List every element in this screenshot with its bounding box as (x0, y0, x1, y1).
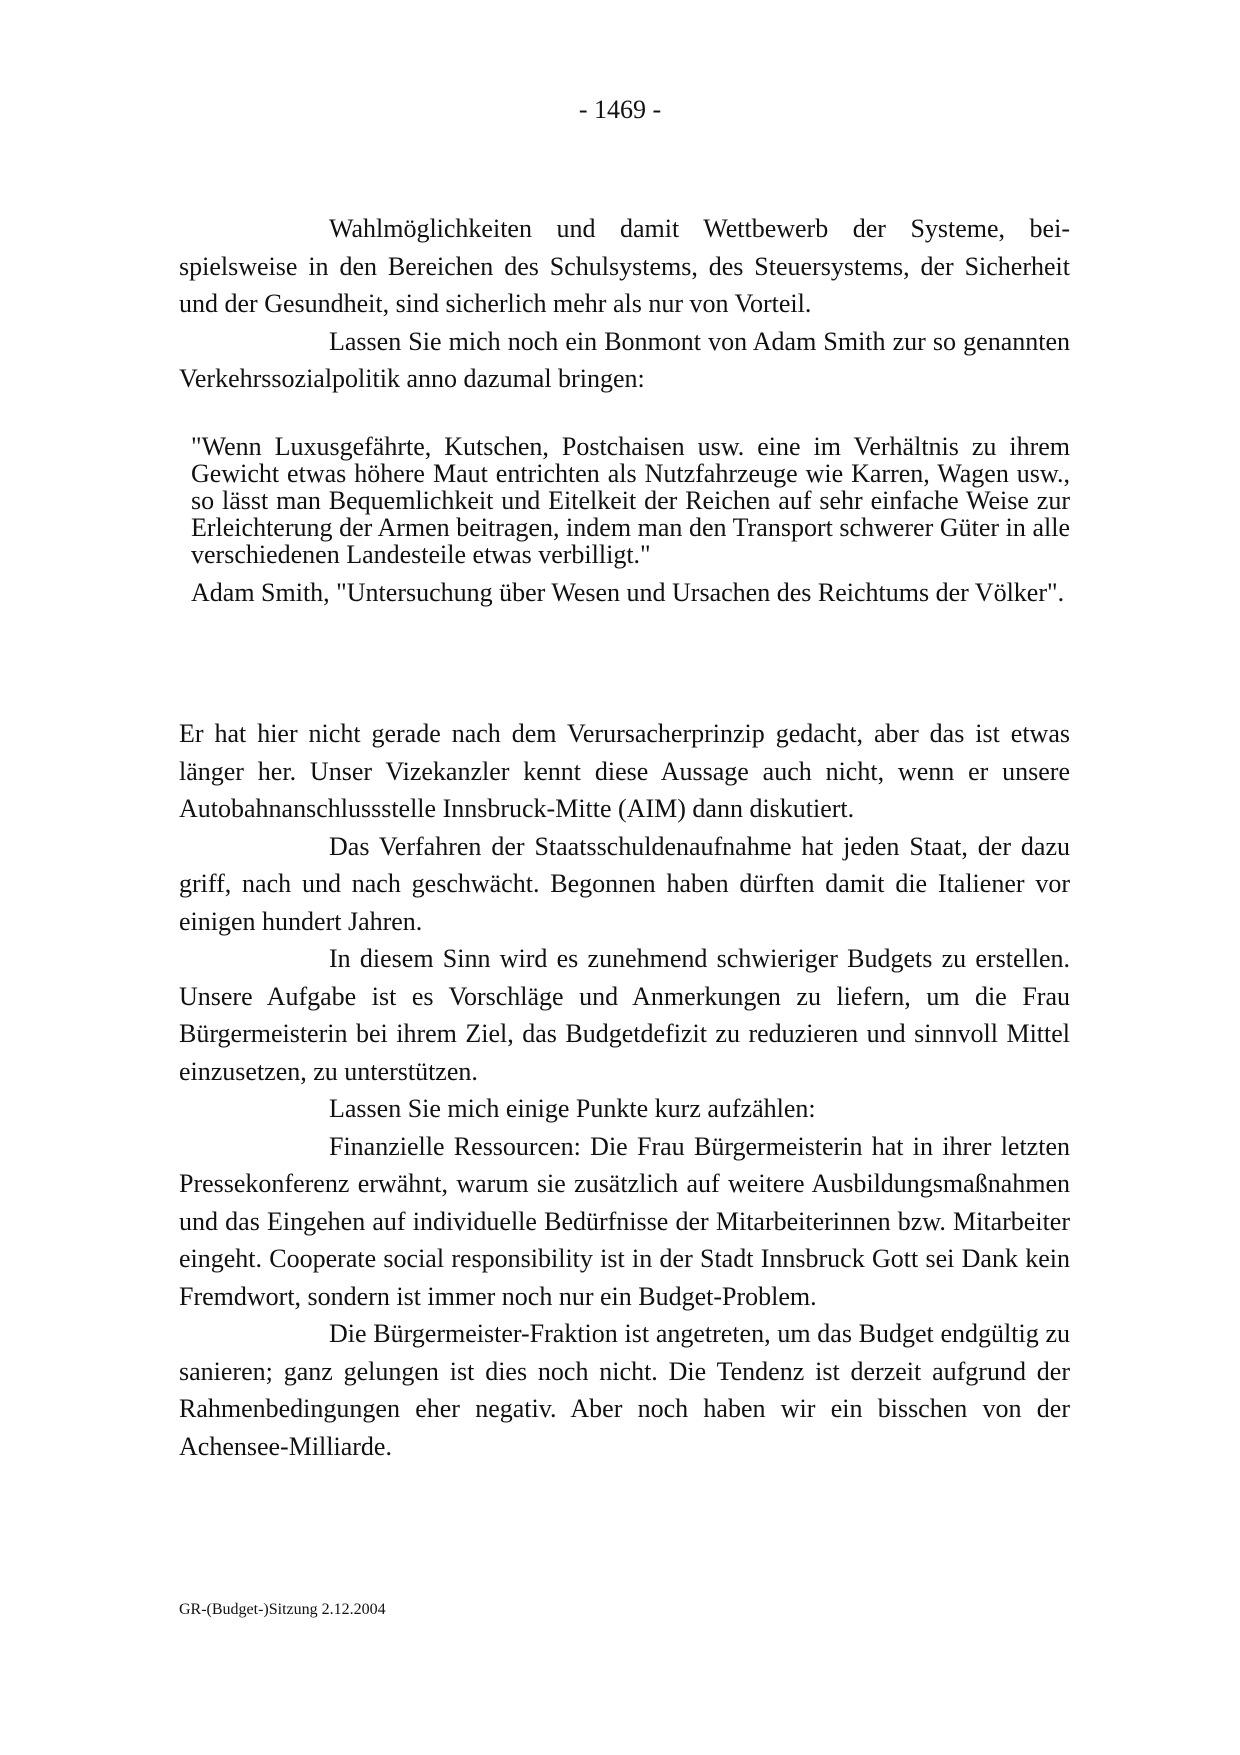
text-block-top (179, 210, 1070, 398)
paragraph: Die Bürgermeister-Fraktion ist angetreten, um das Budget endgültig zu sanieren; ganz gelungen ist dies noch nicht. Die Tendenz ist derzeit aufgrund der Rahmenbedingungen eher negativ. Aber noch haben wir ein bisschen von der Achensee-Milliarde. (179, 1319, 1070, 1461)
quote-source: Adam Smith, "Untersuchung über Wesen und Ursachen des Reichtums der Völker". (191, 578, 1065, 607)
paragraph: Lassen Sie mich noch ein Bonmont von Adam Smith zur so genannten Verkehrssozialpolitik anno dazumal bringen: (179, 326, 1070, 393)
block-quote (179, 433, 1070, 606)
paragraph: Er hat hier nicht gerade nach dem Verursacherprinzip gedacht, aber das ist etwas länger her. Unser Vizekanzler kennt diese Aussage auch nicht, wenn er unsere Autobahnanschlussstelle Innsbruck-Mitte (AIM) dann diskutiert. (179, 719, 1070, 823)
footer-session-label: GR-(Budget-)Sitzung 2.12.2004 (179, 1601, 386, 1618)
text-block-bottom (179, 715, 1070, 1465)
paragraph: Finanzielle Ressourcen: Die Frau Bürgermeisterin hat in ihrer letzten Pressekonferenz erwähnt, warum sie zusätzlich auf weitere Ausbildungsmaßnahmen und das Eingehen auf individuelle Bedürfnisse der Mitarbeiterinnen bzw. Mitarbeiter eingeht. Cooperate social responsibility ist in der Stadt Innsbruck Gott sei Dank kein Fremdwort, sondern ist immer noch nur ein Budget-Problem. (179, 1131, 1070, 1311)
page-number: - 1469 - (578, 95, 662, 124)
paragraph: Das Verfahren der Staatsschuldenaufnahme hat jeden Staat, der dazu griff, nach und nach geschwächt. Begonnen haben dürften damit die Italiener vor einigen hundert Jahren. (179, 831, 1070, 936)
paragraph: Wahlmöglichkeiten und damit Wettbewerb der Systeme, beispielsweise in den Bereichen des Schulsystems, des Steuersystems, der Sicherheit und der Gesundheit, sind sicherlich mehr als nur von Vorteil. (179, 214, 1070, 318)
quote-text: "Wenn Luxusgefährte, Kutschen, Postchaisen usw. eine im Verhältnis zu ihrem Gewicht etwas höhere Maut entrichten als Nutzfahrzeuge wie Karren, Wagen usw., so lässt man Bequemlichkeit und Eitelkeit der Reichen auf sehr einfache Weise zur Erleichterung der Armen beitragen, indem man den Transport schwerer Güter in alle verschiedenen Landesteile etwas verbilligt." (191, 432, 1070, 569)
paragraph: Lassen Sie mich einige Punkte kurz aufzählen: (329, 1094, 816, 1123)
paragraph: In diesem Sinn wird es zunehmend schwieriger Budgets zu erstellen. Unsere Aufgabe ist es Vorschläge und Anmerkungen zu liefern, um die Frau Bürgermeisterin bei ihrem Ziel, das Budgetdefizit zu reduzieren und sinnvoll Mittel einzusetzen, zu unterstützen. (179, 944, 1070, 1086)
